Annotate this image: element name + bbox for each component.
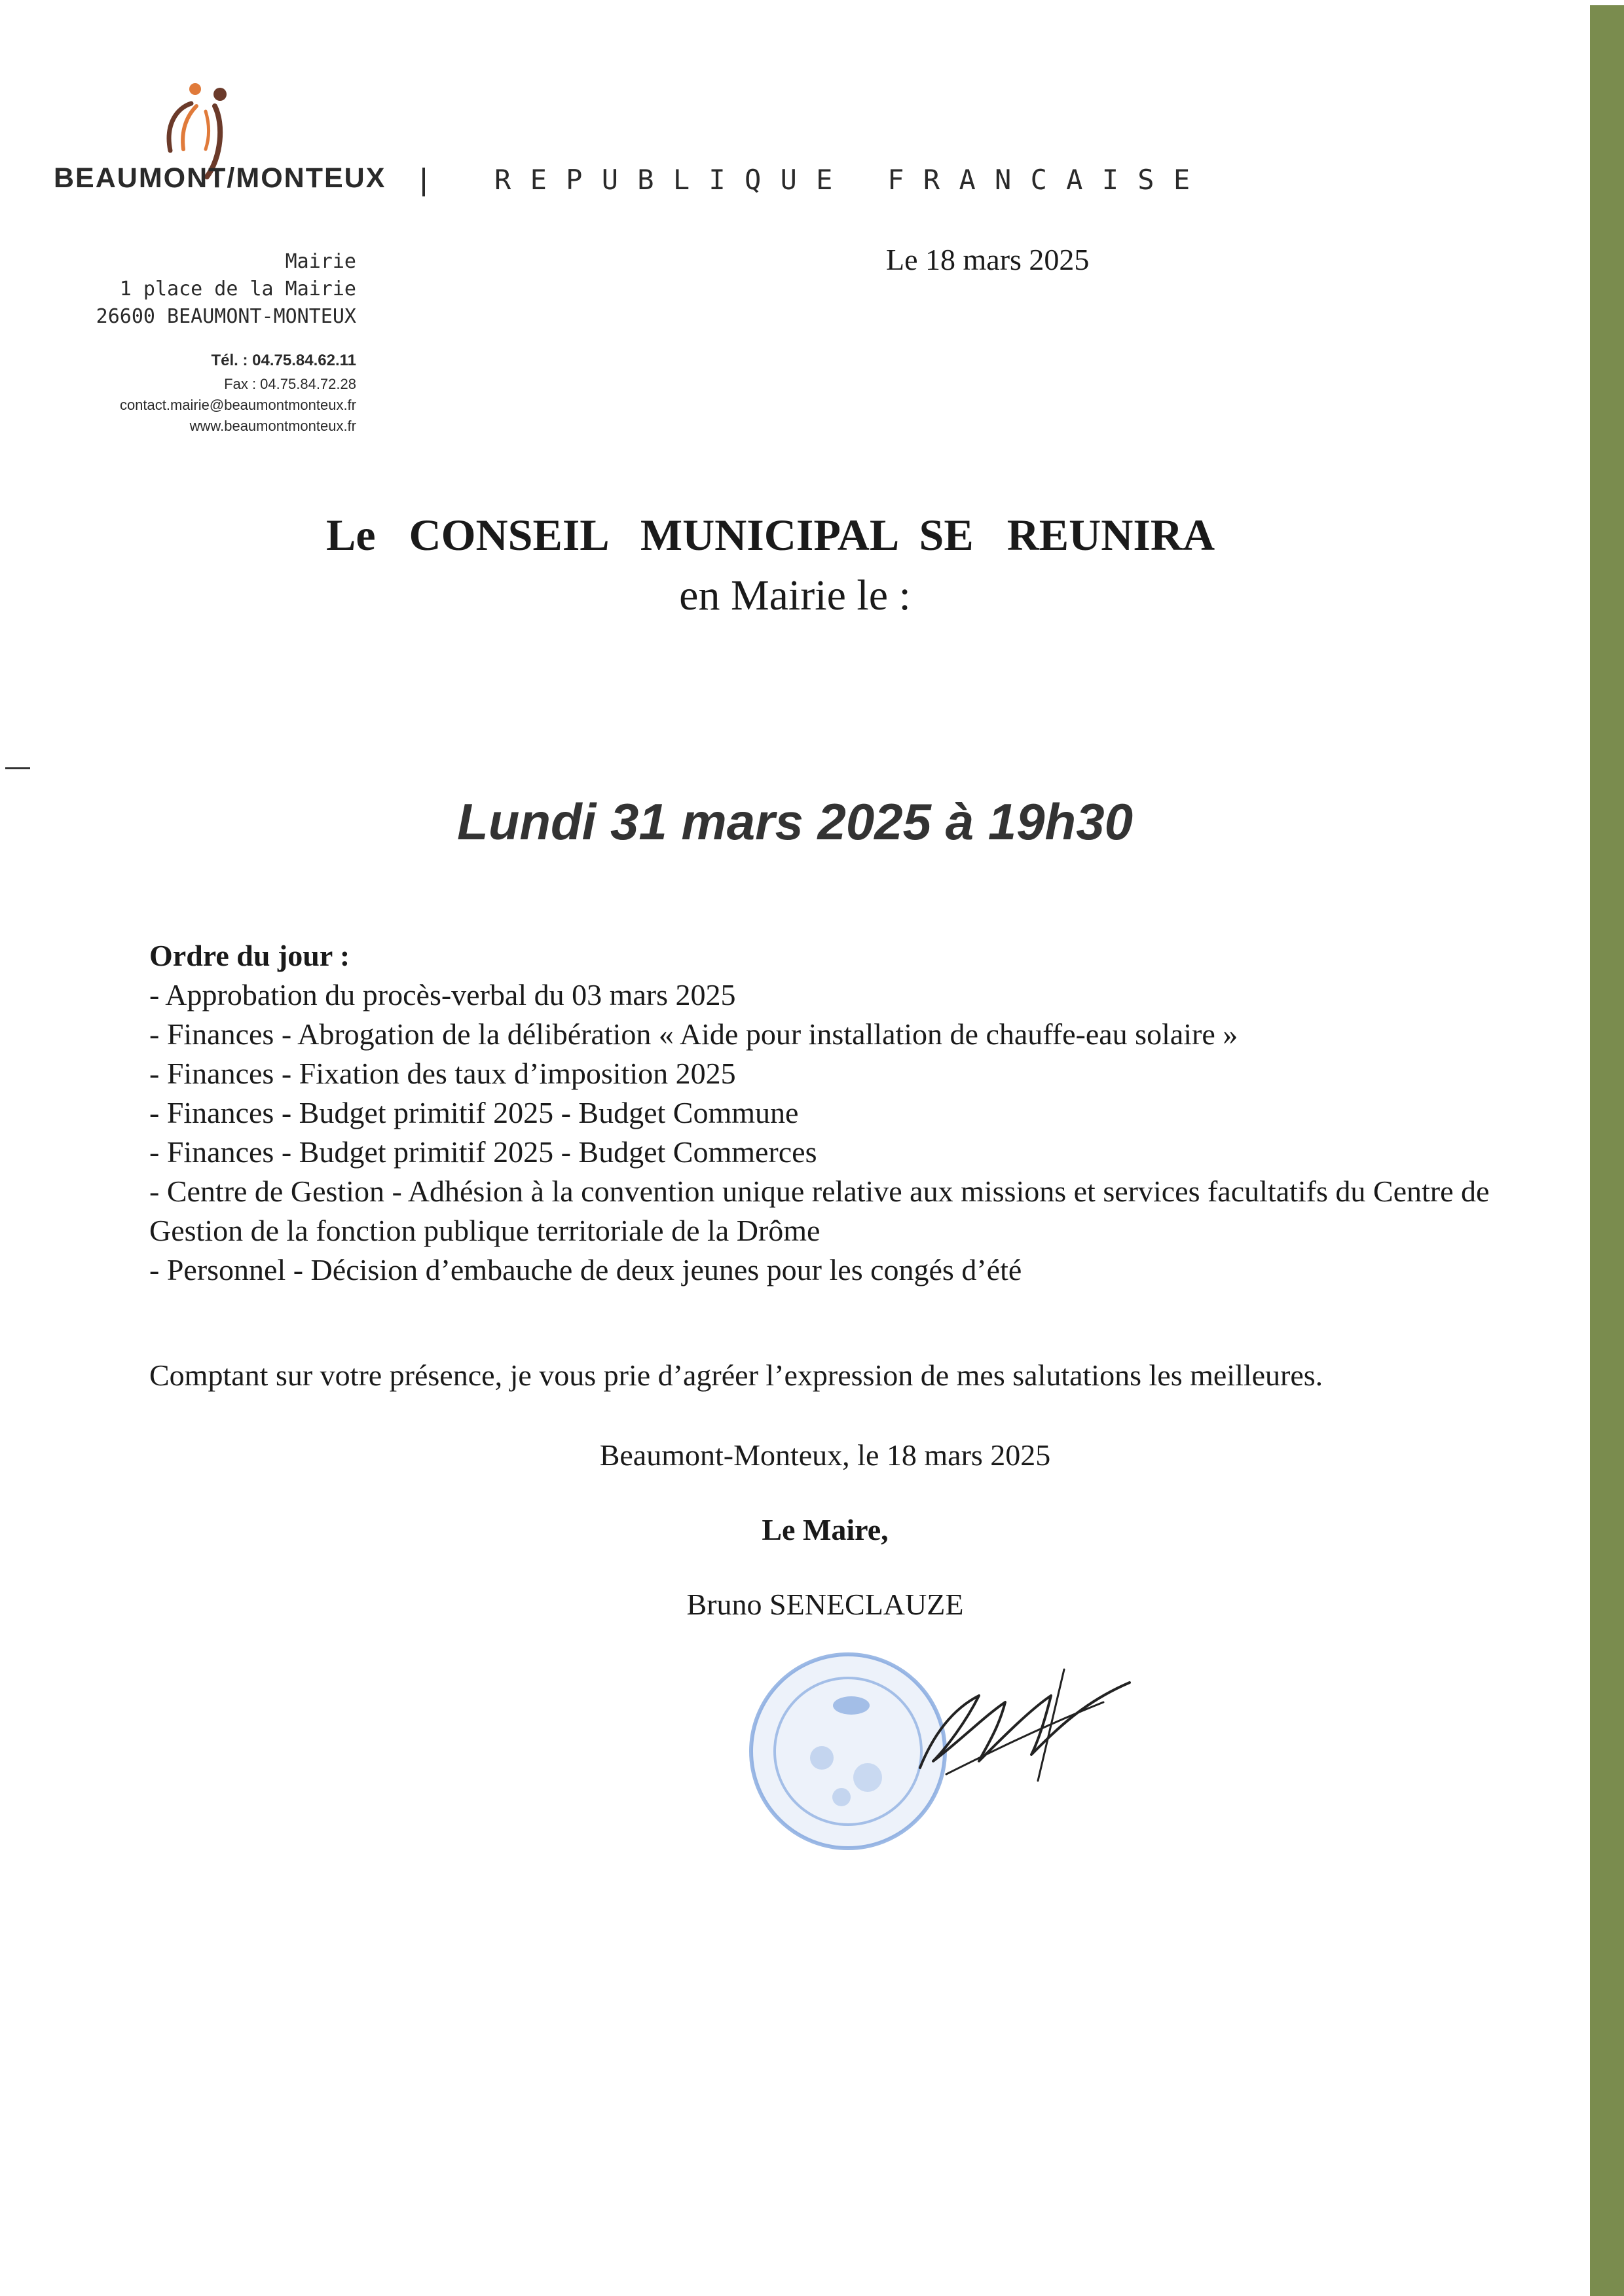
address-line2: 1 place de la Mairie xyxy=(119,278,356,301)
signature-icon xyxy=(907,1656,1143,1787)
brand-name: BEAUMONT/MONTEUX xyxy=(54,162,386,194)
agenda-item: - Finances - Abrogation de la délibération « Aide pour installation de chauffe-eau solaire » xyxy=(149,1017,1238,1051)
address-email: contact.mairie@beaumontmonteux.fr xyxy=(119,397,356,413)
convocation-subtitle: en Mairie le : xyxy=(679,572,911,619)
republique-francaise: R E P U B L I Q U E F R A N C A I S E xyxy=(494,164,1192,196)
agenda-item: - Approbation du procès-verbal du 03 mars 2025 xyxy=(149,978,736,1011)
place-and-date: Beaumont-Monteux, le 18 mars 2025 xyxy=(599,1438,1051,1472)
fold-mark xyxy=(5,767,30,769)
signatory-name: Bruno SENECLAUZE xyxy=(686,1588,964,1621)
address-fax: Fax : 04.75.84.72.28 xyxy=(224,376,356,392)
address-line1: Mairie xyxy=(285,250,356,273)
address-line3: 26600 BEAUMONT-MONTEUX xyxy=(96,305,356,328)
agenda-item: - Finances - Budget primitif 2025 - Budget Commerces xyxy=(149,1135,817,1169)
convocation-title: Le CONSEIL MUNICIPAL SE REUNIRA xyxy=(326,510,1215,560)
agenda-item: - Finances - Budget primitif 2025 - Budget Commune xyxy=(149,1096,799,1129)
agenda-item: - Centre de Gestion - Adhésion à la convention unique relative aux missions et services facultatifs du Centre de Gestion de la fonction publique territoriale de la Drôme xyxy=(149,1175,1490,1247)
agenda-list xyxy=(149,975,1498,1290)
agenda xyxy=(149,936,1498,1290)
document-date: Le 18 mars 2025 xyxy=(886,243,1090,276)
address-website: www.beaumontmonteux.fr xyxy=(189,418,356,434)
side-margin-bar xyxy=(1590,5,1624,2296)
signatory-title: Le Maire, xyxy=(762,1513,889,1546)
closing-sentence: Comptant sur votre présence, je vous prie d’agréer l’expression de mes salutations les meilleures. xyxy=(149,1358,1323,1392)
agenda-item: - Finances - Fixation des taux d’imposition 2025 xyxy=(149,1057,736,1090)
header-separator xyxy=(422,168,425,196)
agenda-title: Ordre du jour : xyxy=(149,939,350,972)
address-phone: Tél. : 04.75.84.62.11 xyxy=(211,352,356,369)
meeting-date: Lundi 31 mars 2025 à 19h30 xyxy=(457,793,1133,850)
agenda-item: - Personnel - Décision d’embauche de deux jeunes pour les congés d’été xyxy=(149,1253,1022,1286)
